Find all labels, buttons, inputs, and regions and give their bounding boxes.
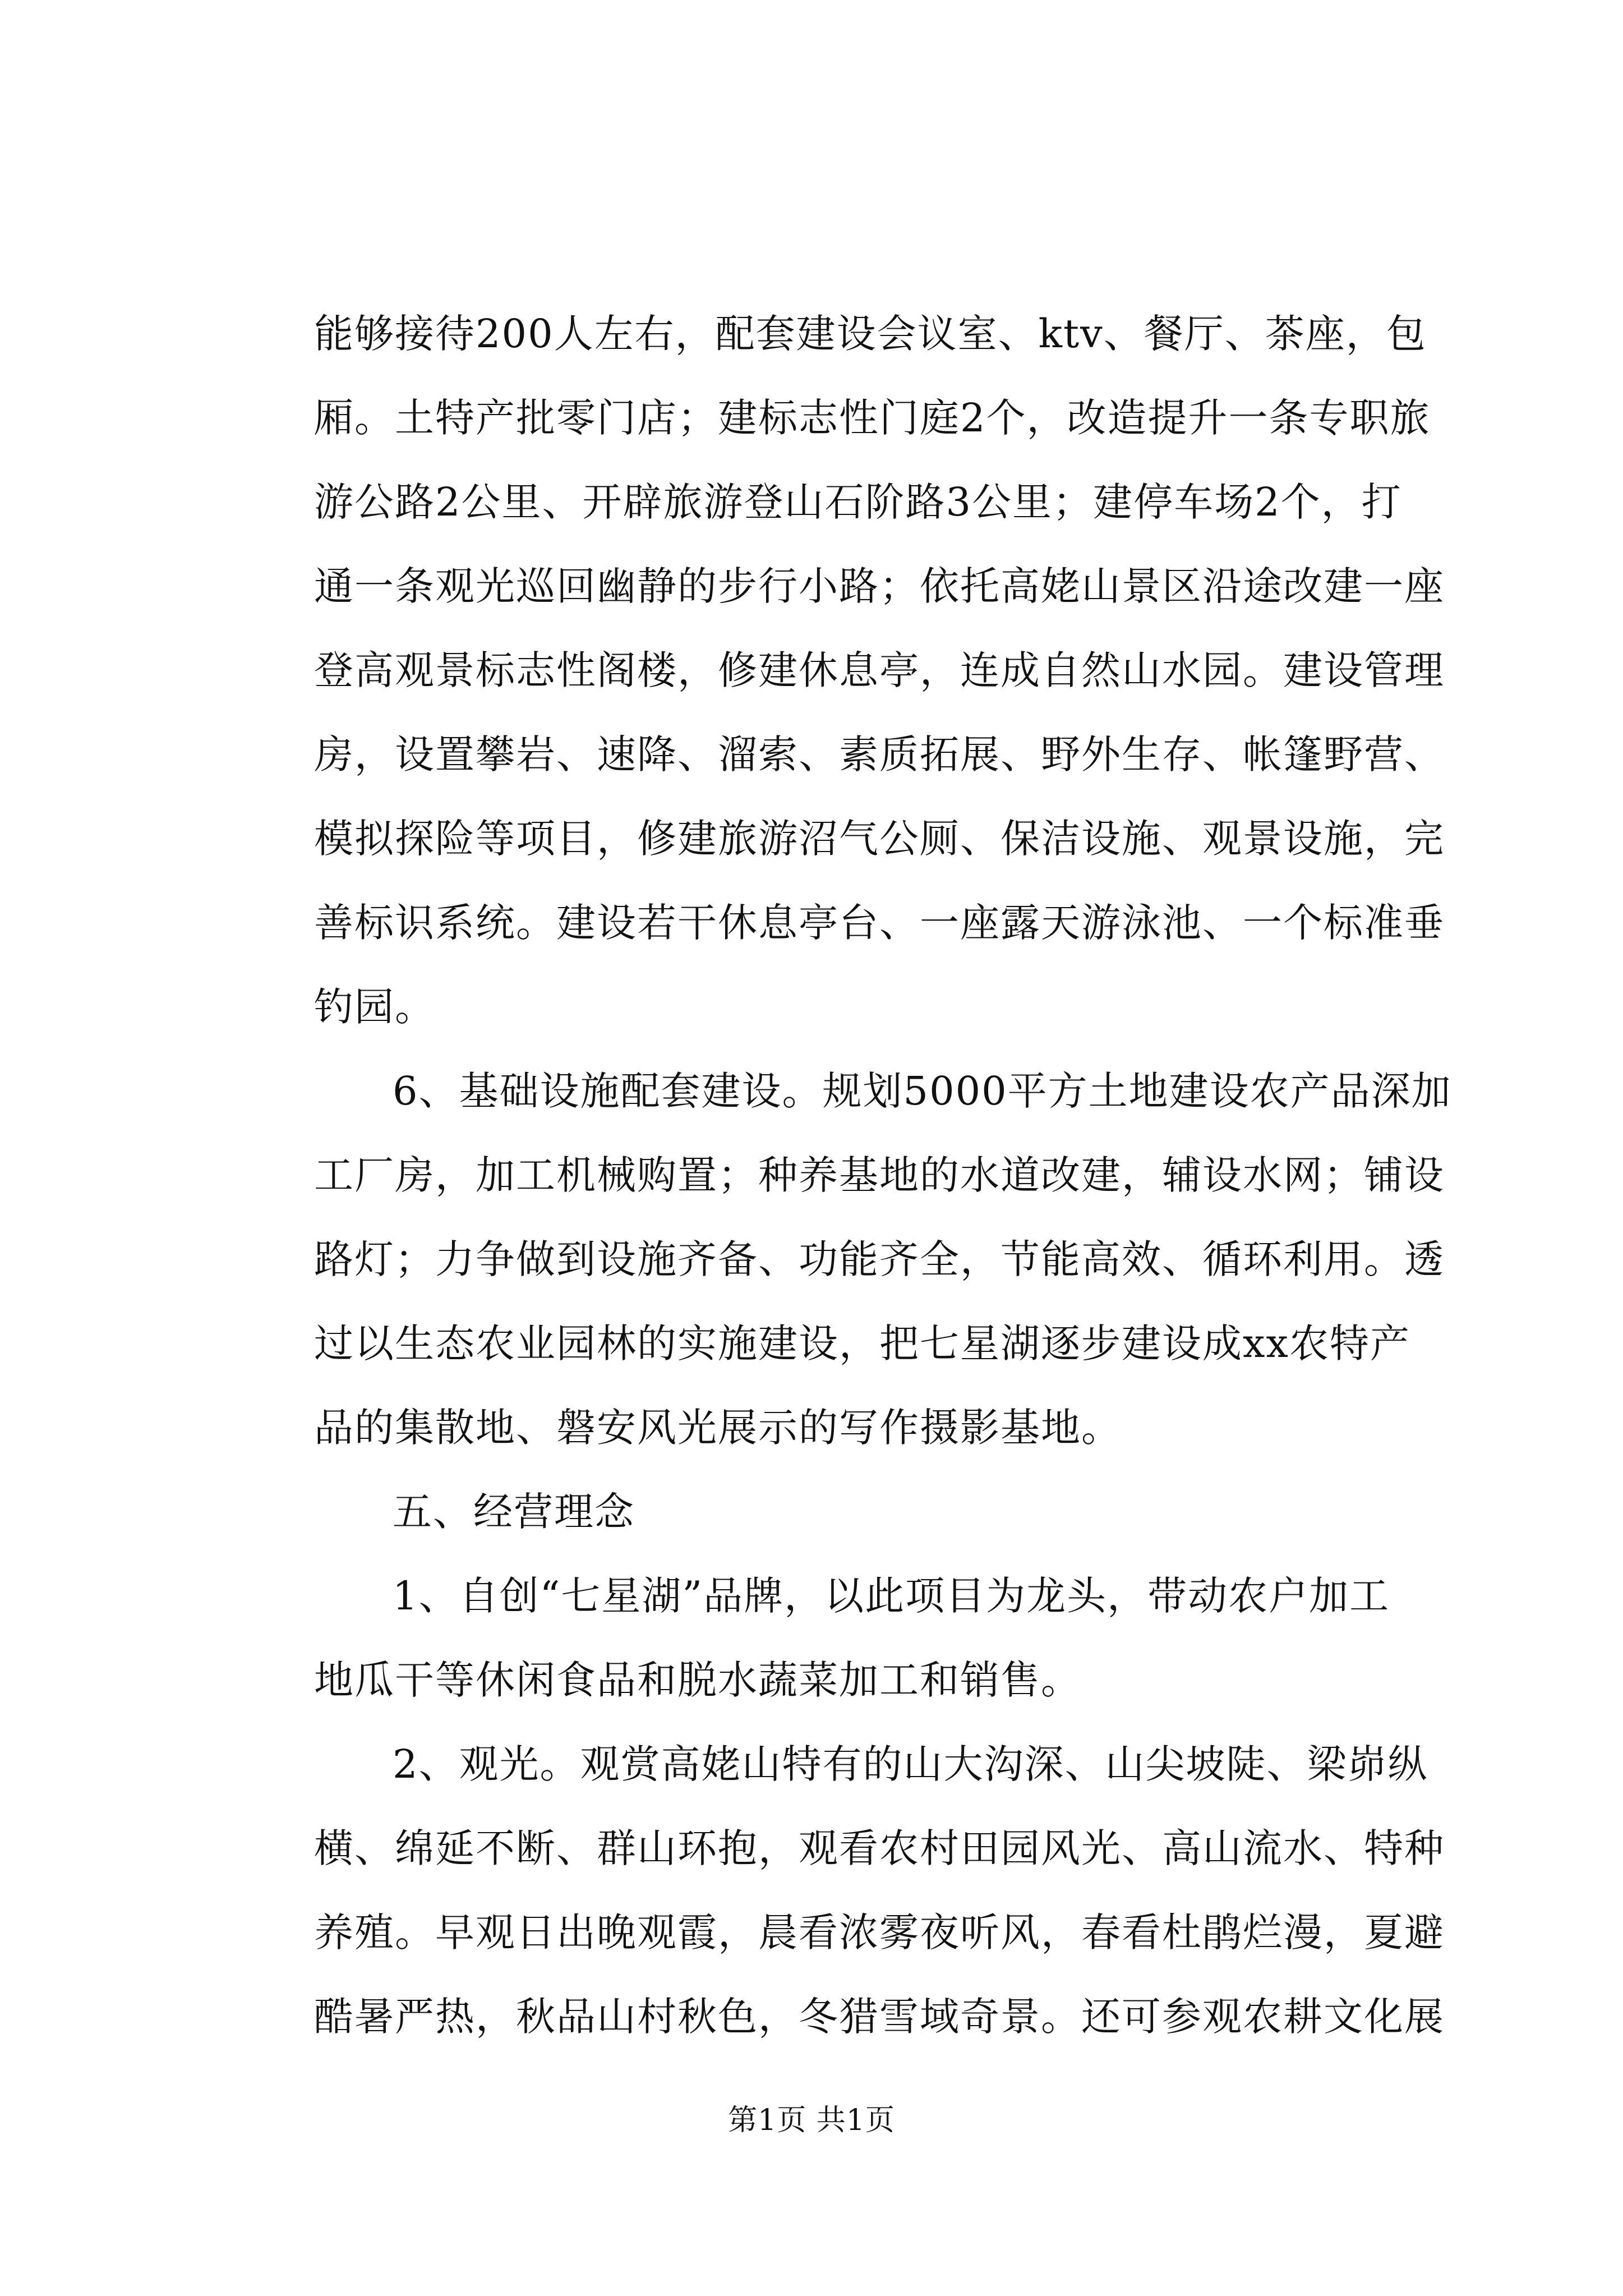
text-line: 通一条观光巡回幽静的步行小路；依托高姥山景区沿途改建一座	[314, 563, 1445, 609]
page-footer: 第1页 共1页	[728, 2104, 895, 2137]
text-line: 6、基础设施配套建设。规划5000平方土地建设农产品深加	[393, 1068, 1452, 1114]
text-line: 厢。土特产批零门店；建标志性门庭2个，改造提升一条专职旅	[314, 395, 1431, 441]
text-line: 模拟探险等项目，修建旅游沼气公厕、保洁设施、观景设施，完	[314, 816, 1445, 862]
text-line: 2、观光。观赏高姥山特有的山大沟深、山尖坡陡、梁峁纵	[393, 1741, 1428, 1787]
text-line: 路灯；力争做到设施齐备、功能齐全，节能高效、循环利用。透	[314, 1236, 1445, 1282]
text-line: 登高观景标志性阁楼，修建休息亭，连成自然山水园。建设管理	[314, 647, 1445, 693]
text-line: 品的集散地、磐安风光展示的写作摄影基地。	[314, 1405, 1122, 1451]
text-line: 过以生态农业园林的实施建设，把七星湖逐步建设成xx农特产	[314, 1320, 1410, 1366]
text-line: 1、自创“七星湖”品牌，以此项目为龙头，带动农户加工	[393, 1573, 1390, 1619]
text-line: 房，设置攀岩、速降、溜索、素质拓展、野外生存、帐篷野营、	[314, 731, 1445, 777]
text-line: 善标识系统。建设若干休息亭台、一座露天游泳池、一个标准垂	[314, 900, 1445, 946]
text-line: 地瓜干等休闲食品和脱水蔬菜加工和销售。	[314, 1657, 1081, 1703]
text-line: 工厂房，加工机械购置；种养基地的水道改建，辅设水网；铺设	[314, 1152, 1445, 1198]
text-line: 钓园。	[314, 984, 435, 1030]
text-line: 能够接待200人左右，配套建设会议室、ktv、餐厅、茶座，包	[314, 311, 1427, 357]
text-line: 游公路2公里、开辟旅游登山石阶路3公里；建停车场2个，打	[314, 479, 1402, 525]
text-line: 酷暑严热，秋品山村秋色，冬猎雪域奇景。还可参观农耕文化展	[314, 1994, 1445, 2040]
text-line: 横、绵延不断、群山环抱，观看农村田园风光、高山流水、特种	[314, 1825, 1445, 1871]
text-line: 五、经营理念	[393, 1489, 635, 1535]
text-line: 养殖。早观日出晚观霞，晨看浓雾夜听风，春看杜鹃烂漫，夏避	[314, 1910, 1445, 1955]
